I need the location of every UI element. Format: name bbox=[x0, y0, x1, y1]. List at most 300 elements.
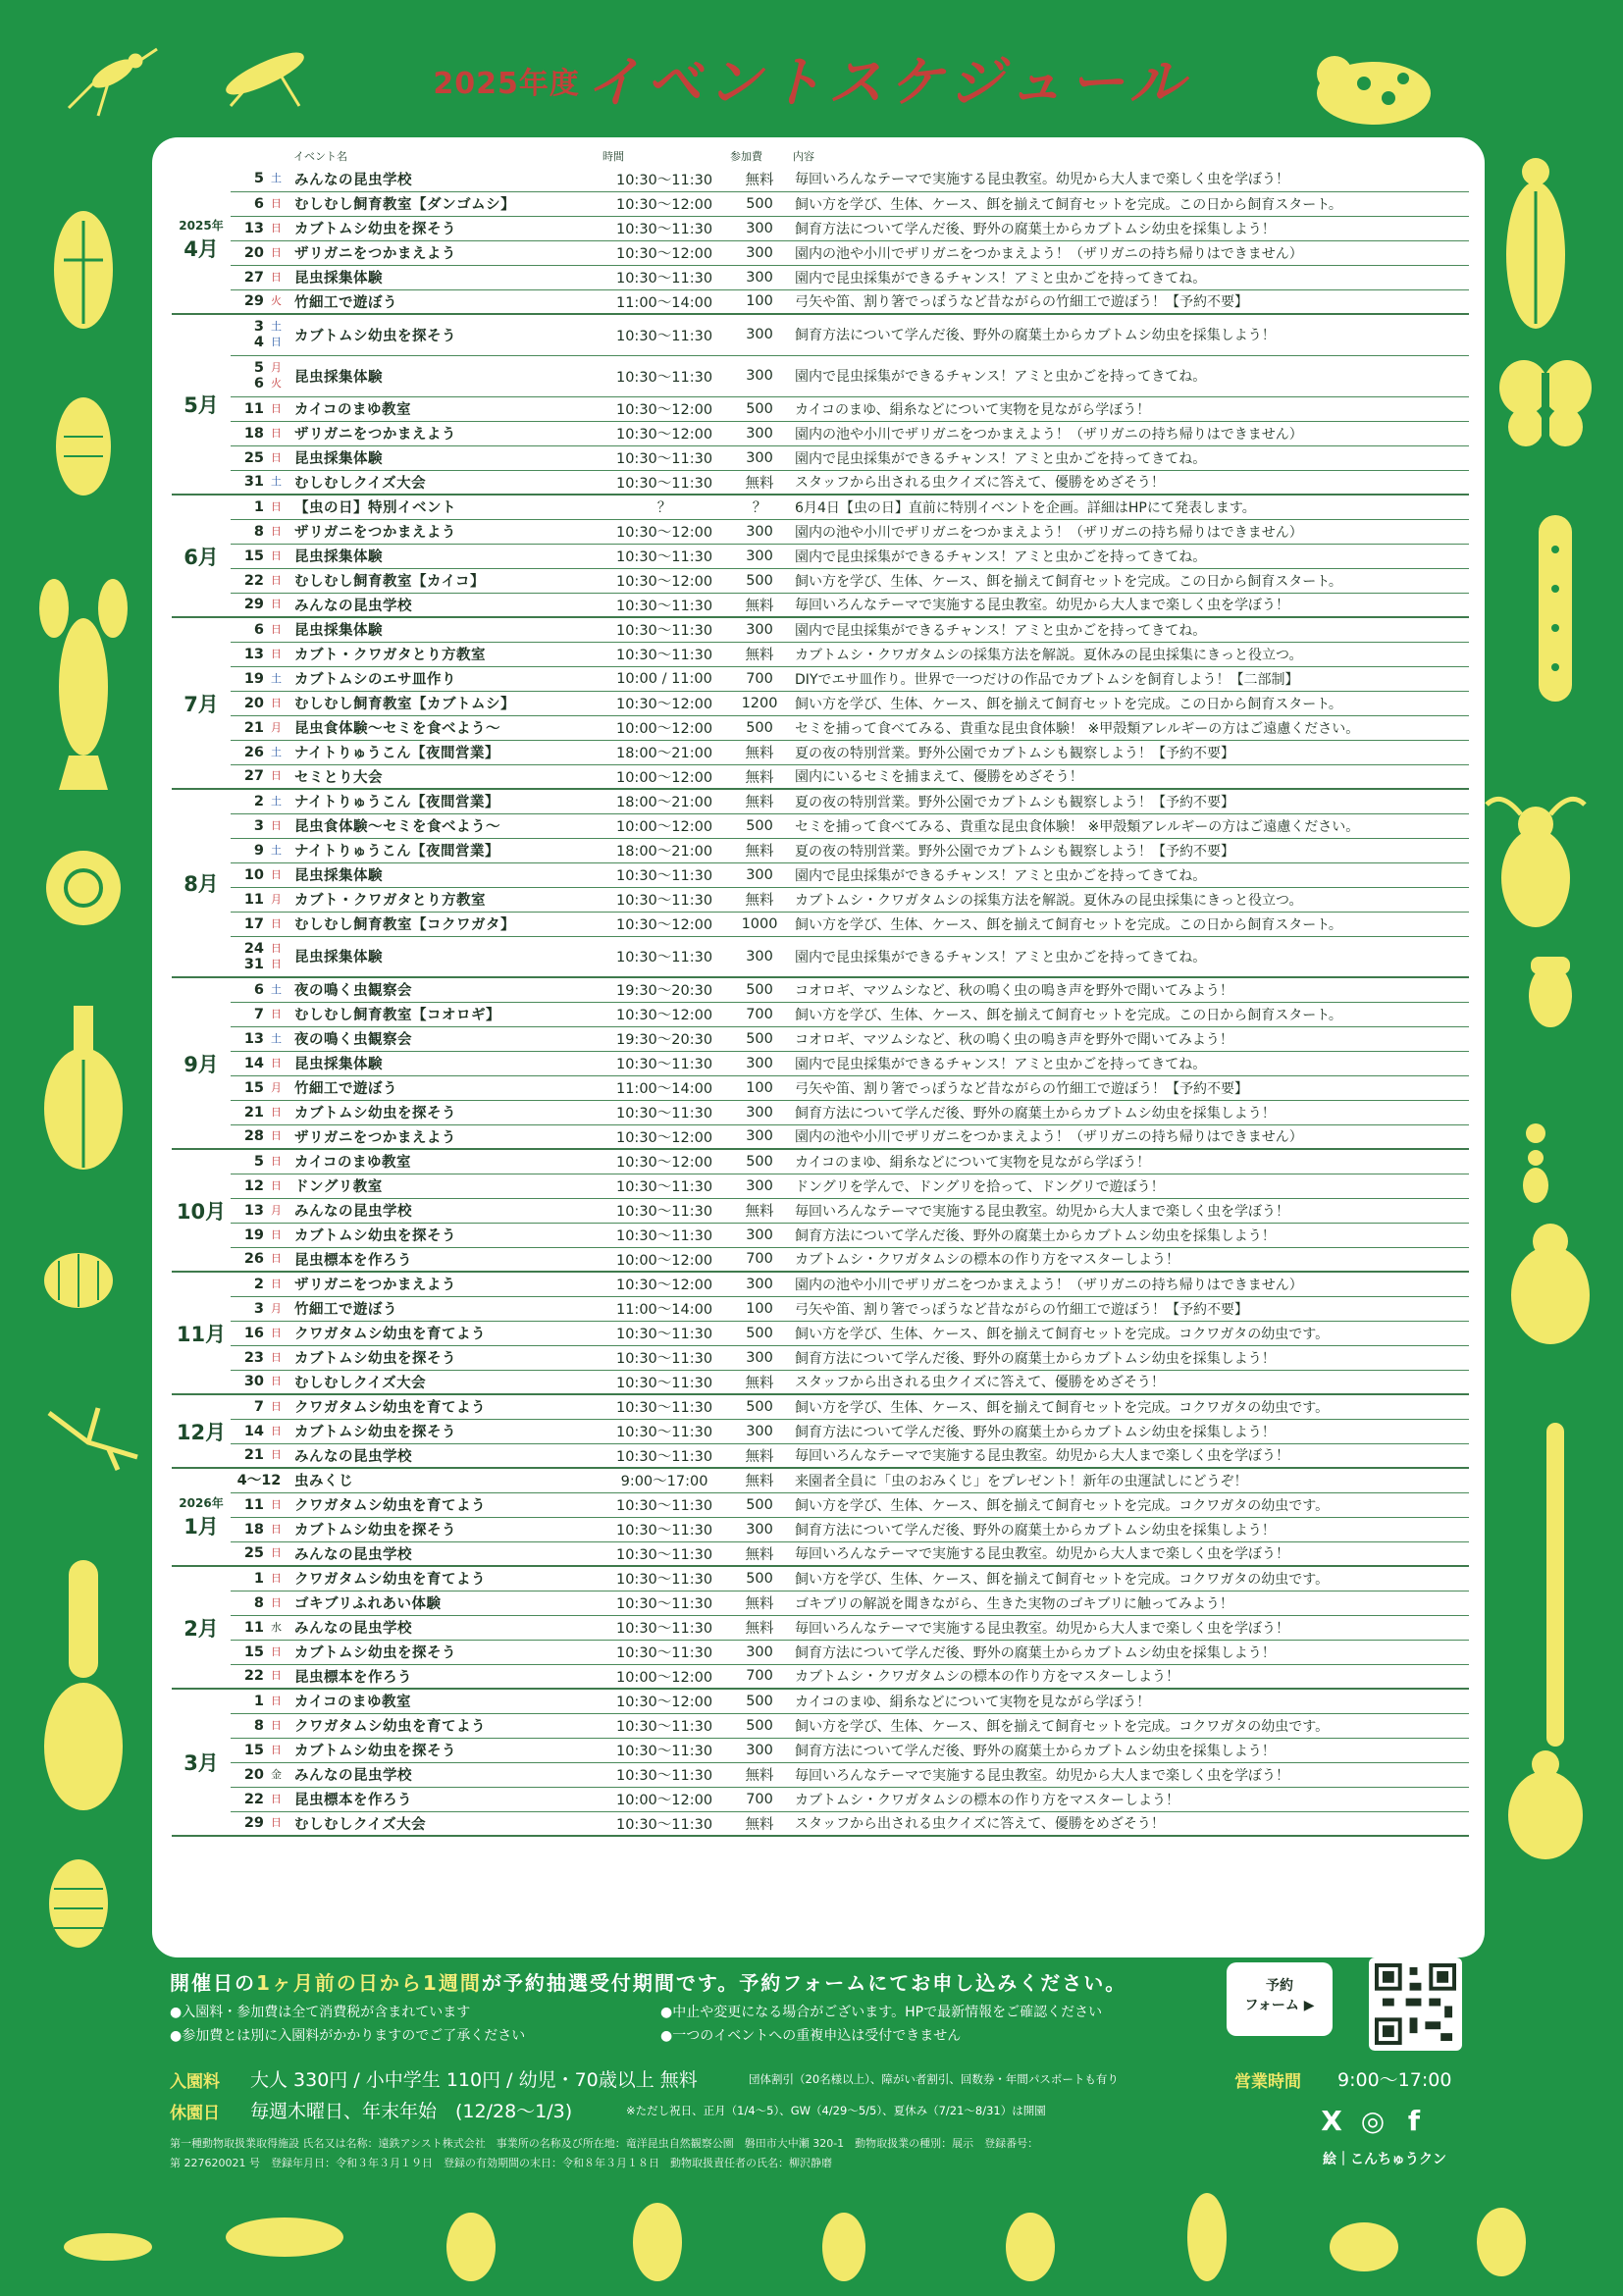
table-row bbox=[172, 1002, 1469, 1026]
event-time: 10:30〜12:00 bbox=[601, 691, 728, 715]
event-day: 7 bbox=[231, 1002, 268, 1026]
table-row bbox=[172, 838, 1469, 862]
event-description: 毎回いろんなテーマで実施する昆虫教室。幼児から大人まで楽しく虫を学ぼう！ bbox=[791, 1762, 1469, 1787]
title-main: イベントスケジュール bbox=[585, 51, 1190, 115]
x-icon[interactable]: X bbox=[1321, 2105, 1342, 2137]
admission-value: 大人 330円 / 小中学生 110円 / 幼児・70歳以上 無料 bbox=[250, 2069, 698, 2091]
table-row bbox=[172, 265, 1469, 289]
event-description: 毎回いろんなテーマで実施する昆虫教室。幼児から大人まで楽しく虫を学ぼう！ bbox=[791, 1443, 1469, 1468]
acorn-icon bbox=[1521, 942, 1580, 1030]
event-name: みんなの昆虫学校 bbox=[291, 1443, 601, 1468]
event-description: 毎回いろんなテーマで実施する昆虫教室。幼児から大人まで楽しく虫を学ぼう！ bbox=[791, 1615, 1469, 1640]
event-description: 飼育方法について学んだ後、野外の腐葉土からカブトムシ幼虫を採集しよう！ bbox=[791, 1640, 1469, 1664]
event-name: カブトムシ幼虫を探そう bbox=[291, 1419, 601, 1443]
reservation-form-link[interactable]: 予約 フォーム ▶ bbox=[1227, 1962, 1333, 2036]
event-name: みんなの昆虫学校 bbox=[291, 593, 601, 617]
event-time: 10:30〜11:30 bbox=[601, 470, 728, 495]
event-weekday: 月 bbox=[268, 715, 291, 740]
table-row bbox=[172, 593, 1469, 617]
event-fee: 500 bbox=[728, 1026, 791, 1051]
event-day: 23 bbox=[231, 1345, 268, 1370]
event-time: 10:30〜11:30 bbox=[601, 1811, 728, 1836]
event-description: 飼い方を学び、生体、ケース、餌を揃えて飼育セットを完成。この日から飼育スタート。 bbox=[791, 1002, 1469, 1026]
table-row bbox=[172, 1419, 1469, 1443]
event-weekday: 日 bbox=[268, 1223, 291, 1247]
event-time: 10:30〜11:30 bbox=[601, 1762, 728, 1787]
event-fee: 無料 bbox=[728, 1468, 791, 1492]
event-weekday: 日 bbox=[268, 691, 291, 715]
month-label: 11月 bbox=[172, 1272, 231, 1394]
table-row bbox=[172, 1492, 1469, 1517]
event-day: 11 bbox=[231, 1615, 268, 1640]
hours-label: 営業時間 bbox=[1234, 2072, 1301, 2092]
event-day: 15 bbox=[231, 1738, 268, 1762]
event-weekday: 日 bbox=[268, 421, 291, 445]
facebook-icon[interactable]: f bbox=[1407, 2105, 1421, 2137]
event-fee: 無料 bbox=[728, 740, 791, 764]
event-name: 昆虫採集体験 bbox=[291, 617, 601, 642]
event-day: 18 bbox=[231, 1517, 268, 1541]
event-fee: 500 bbox=[728, 1394, 791, 1419]
event-day: 20 bbox=[231, 691, 268, 715]
event-fee: 1200 bbox=[728, 691, 791, 715]
event-name: ザリガニをつかまえよう bbox=[291, 421, 601, 445]
event-fee: 500 bbox=[728, 1689, 791, 1713]
event-name: 【虫の日】特別イベント bbox=[291, 495, 601, 519]
month-label: 12月 bbox=[172, 1394, 231, 1468]
event-description: 園内で昆虫採集ができるチャンス！アミと虫かごを持ってきてね。 bbox=[791, 1051, 1469, 1075]
event-description: セミを捕って食べてみる、貴重な昆虫食体験！ ※甲殻類アレルギーの方はご遠慮ください。 bbox=[791, 813, 1469, 838]
month-label: 3月 bbox=[172, 1689, 231, 1836]
event-time: 10:30〜11:30 bbox=[601, 887, 728, 912]
centipede-icon bbox=[1541, 1423, 1570, 1747]
beetle-icon bbox=[1496, 147, 1575, 343]
event-time: 10:30〜12:00 bbox=[601, 1272, 728, 1296]
table-row bbox=[172, 191, 1469, 216]
event-name: カブトムシ幼虫を探そう bbox=[291, 1738, 601, 1762]
event-day: 8 bbox=[231, 1591, 268, 1615]
event-description: カブトムシ・クワガタムシの標本の作り方をマスターしよう！ bbox=[791, 1787, 1469, 1811]
event-time: 10:00〜12:00 bbox=[601, 1247, 728, 1272]
event-day: 14 bbox=[231, 1419, 268, 1443]
event-description: 6月4日【虫の日】直前に特別イベントを企画。詳細はHPにて発表します。 bbox=[791, 495, 1469, 519]
event-weekday: 土 日 bbox=[268, 314, 291, 355]
table-row bbox=[172, 1149, 1469, 1174]
event-description: 夏の夜の特別営業。野外公園でカブトムシも観察しよう！【予約不要】 bbox=[791, 838, 1469, 862]
event-day: 29 bbox=[231, 593, 268, 617]
event-day: 13 bbox=[231, 216, 268, 240]
event-weekday: 土 bbox=[268, 167, 291, 191]
event-day: 13 bbox=[231, 642, 268, 666]
event-weekday: 日 bbox=[268, 396, 291, 421]
event-description: 園内の池や小川でザリガニをつかまえよう！（ザリガニの持ち帰りはできません） bbox=[791, 1272, 1469, 1296]
stag-beetle-icon bbox=[1472, 785, 1599, 932]
event-weekday: 土 bbox=[268, 666, 291, 691]
event-fee: 無料 bbox=[728, 764, 791, 789]
event-weekday: 日 bbox=[268, 544, 291, 568]
event-time: 10:30〜12:00 bbox=[601, 421, 728, 445]
table-row bbox=[172, 421, 1469, 445]
event-name: クワガタムシ幼虫を育てよう bbox=[291, 1321, 601, 1345]
event-day: 17 bbox=[231, 912, 268, 936]
event-time: 10:30〜12:00 bbox=[601, 1689, 728, 1713]
event-description: 飼い方を学び、生体、ケース、餌を揃えて飼育セットを完成。コクワガタの幼虫です。 bbox=[791, 1566, 1469, 1591]
event-day: 9 bbox=[231, 838, 268, 862]
event-day: 24 31 bbox=[231, 936, 268, 977]
event-day: 29 bbox=[231, 289, 268, 314]
event-day: 31 bbox=[231, 470, 268, 495]
event-fee: 1000 bbox=[728, 912, 791, 936]
event-time: 10:30〜11:30 bbox=[601, 1615, 728, 1640]
event-weekday: 日 日 bbox=[268, 936, 291, 977]
event-name: 虫みくじ bbox=[291, 1468, 601, 1492]
event-day: 15 bbox=[231, 544, 268, 568]
event-time: 11:00〜14:00 bbox=[601, 1296, 728, 1321]
event-time: 10:30〜11:30 bbox=[601, 1492, 728, 1517]
event-name: 昆虫採集体験 bbox=[291, 1051, 601, 1075]
event-time: 10:30〜11:30 bbox=[601, 1517, 728, 1541]
event-time: 10:30〜11:30 bbox=[601, 1174, 728, 1198]
event-description: コオロギ、マツムシなど、秋の鳴く虫の鳴き声を野外で聞いてみよう！ bbox=[791, 1026, 1469, 1051]
event-day: 18 bbox=[231, 421, 268, 445]
event-description: 来園者全員に「虫のおみくじ」をプレゼント！新年の虫運試しにどうぞ！ bbox=[791, 1468, 1469, 1492]
event-name: 夜の鳴く虫観察会 bbox=[291, 977, 601, 1002]
event-fee: 無料 bbox=[728, 789, 791, 813]
event-name: みんなの昆虫学校 bbox=[291, 1762, 601, 1787]
event-weekday: 日 bbox=[268, 1149, 291, 1174]
event-day: 19 bbox=[231, 666, 268, 691]
event-name: むしむしクイズ大会 bbox=[291, 470, 601, 495]
event-time: 10:30〜11:30 bbox=[601, 862, 728, 887]
event-fee: 300 bbox=[728, 216, 791, 240]
event-day: 13 bbox=[231, 1026, 268, 1051]
hours-value: 9:00〜17:00 bbox=[1337, 2069, 1452, 2091]
event-name: むしむしクイズ大会 bbox=[291, 1811, 601, 1836]
event-fee: 無料 bbox=[728, 1541, 791, 1566]
event-description: 飼育方法について学んだ後、野外の腐葉土からカブトムシ幼虫を採集しよう！ bbox=[791, 1419, 1469, 1443]
note-item: ●一つのイベントへの重複申込は受付できません bbox=[660, 2028, 962, 2044]
event-fee: 300 bbox=[728, 1223, 791, 1247]
event-name: カブト・クワガタとり方教室 bbox=[291, 642, 601, 666]
event-weekday: 日 bbox=[268, 1345, 291, 1370]
event-weekday: 日 bbox=[268, 191, 291, 216]
event-weekday: 日 bbox=[268, 1370, 291, 1394]
event-day: 3 bbox=[231, 1296, 268, 1321]
reservation-notice: 開催日の1ヶ月前の日から1週間が予約抽選受付期間です。予約フォームにてお申し込みください。 bbox=[170, 1971, 1127, 1995]
event-weekday: 日 bbox=[268, 445, 291, 470]
event-weekday: 日 bbox=[268, 1566, 291, 1591]
event-description: 飼育方法について学んだ後、野外の腐葉土からカブトムシ幼虫を採集しよう！ bbox=[791, 1517, 1469, 1541]
event-day: 20 bbox=[231, 240, 268, 265]
event-description: 園内で昆虫採集ができるチャンス！アミと虫かごを持ってきてね。 bbox=[791, 544, 1469, 568]
event-name: クワガタムシ幼虫を育てよう bbox=[291, 1492, 601, 1517]
event-time: 18:00〜21:00 bbox=[601, 838, 728, 862]
event-weekday: 土 bbox=[268, 977, 291, 1002]
event-description: ドングリを学んで、ドングリを拾って、ドングリで遊ぼう！ bbox=[791, 1174, 1469, 1198]
crayfish-icon bbox=[29, 569, 137, 795]
event-fee: 700 bbox=[728, 1787, 791, 1811]
table-row bbox=[172, 1075, 1469, 1100]
event-weekday: 日 bbox=[268, 1517, 291, 1541]
event-day: 5 6 bbox=[231, 355, 268, 396]
event-time: 10:30〜11:30 bbox=[601, 445, 728, 470]
event-description: カイコのまゆ、絹糸などについて実物を見ながら学ぼう！ bbox=[791, 396, 1469, 421]
event-time: 10:30〜11:30 bbox=[601, 216, 728, 240]
event-time: 10:30〜12:00 bbox=[601, 191, 728, 216]
table-row bbox=[172, 1051, 1469, 1075]
event-fee: 500 bbox=[728, 813, 791, 838]
table-row bbox=[172, 740, 1469, 764]
event-name: カイコのまゆ教室 bbox=[291, 1149, 601, 1174]
event-name: カブトムシ幼虫を探そう bbox=[291, 1640, 601, 1664]
table-row bbox=[172, 1541, 1469, 1566]
event-name: ザリガニをつかまえよう bbox=[291, 240, 601, 265]
event-name: 昆虫食体験〜セミを食べよう〜 bbox=[291, 813, 601, 838]
table-row bbox=[172, 1468, 1469, 1492]
qr-code-icon[interactable] bbox=[1369, 1957, 1462, 2051]
event-time: 18:00〜21:00 bbox=[601, 789, 728, 813]
event-day: 27 bbox=[231, 764, 268, 789]
event-name: クワガタムシ幼虫を育てよう bbox=[291, 1394, 601, 1419]
event-name: カブト・クワガタとり方教室 bbox=[291, 887, 601, 912]
event-day: 26 bbox=[231, 740, 268, 764]
table-row bbox=[172, 1272, 1469, 1296]
event-description: カブトムシ・クワガタムシの標本の作り方をマスターしよう！ bbox=[791, 1664, 1469, 1689]
event-time: 10:30〜12:00 bbox=[601, 912, 728, 936]
event-weekday: 日 bbox=[268, 1689, 291, 1713]
event-day: 30 bbox=[231, 1370, 268, 1394]
event-fee: 300 bbox=[728, 519, 791, 544]
event-name: むしむし飼育教室【ダンゴムシ】 bbox=[291, 191, 601, 216]
event-description: 毎回いろんなテーマで実施する昆虫教室。幼児から大人まで楽しく虫を学ぼう！ bbox=[791, 593, 1469, 617]
event-day: 11 bbox=[231, 396, 268, 421]
cocoon-icon bbox=[49, 392, 118, 500]
event-time: 10:30〜11:30 bbox=[601, 1566, 728, 1591]
event-weekday: 土 bbox=[268, 789, 291, 813]
event-description: スタッフから出される虫クイズに答えて、優勝をめざそう！ bbox=[791, 1811, 1469, 1836]
event-fee: 無料 bbox=[728, 470, 791, 495]
event-description: スタッフから出される虫クイズに答えて、優勝をめざそう！ bbox=[791, 1370, 1469, 1394]
event-fee: ？ bbox=[728, 495, 791, 519]
event-weekday: 月 火 bbox=[268, 355, 291, 396]
event-weekday: 日 bbox=[268, 1443, 291, 1468]
table-row bbox=[172, 1811, 1469, 1836]
event-day: 12 bbox=[231, 1174, 268, 1198]
event-name: ナイトりゅうこん【夜間営業】 bbox=[291, 789, 601, 813]
table-row bbox=[172, 1124, 1469, 1149]
event-description: 夏の夜の特別営業。野外公園でカブトムシも観察しよう！【予約不要】 bbox=[791, 740, 1469, 764]
event-day: 29 bbox=[231, 1811, 268, 1836]
month-label: 9月 bbox=[172, 977, 231, 1149]
event-name: 昆虫標本を作ろう bbox=[291, 1664, 601, 1689]
event-weekday: 日 bbox=[268, 265, 291, 289]
event-weekday: 日 bbox=[268, 1247, 291, 1272]
event-fee: 300 bbox=[728, 240, 791, 265]
event-description: 飼い方を学び、生体、ケース、餌を揃えて飼育セットを完成。この日から飼育スタート。 bbox=[791, 191, 1469, 216]
header-fee: 参加費 bbox=[730, 150, 763, 163]
event-day: 7 bbox=[231, 1394, 268, 1419]
event-time: 19:30〜20:30 bbox=[601, 977, 728, 1002]
event-fee: 無料 bbox=[728, 593, 791, 617]
schedule-body bbox=[172, 167, 1469, 1836]
header-name: イベント名 bbox=[293, 150, 348, 163]
event-weekday: 水 bbox=[268, 1615, 291, 1640]
event-name: 竹細工で遊ぼう bbox=[291, 1075, 601, 1100]
event-fee: 500 bbox=[728, 1566, 791, 1591]
event-description: カイコのまゆ、絹糸などについて実物を見ながら学ぼう！ bbox=[791, 1149, 1469, 1174]
event-description: 飼い方を学び、生体、ケース、餌を揃えて飼育セットを完成。コクワガタの幼虫です。 bbox=[791, 1394, 1469, 1419]
event-time: 10:30〜11:30 bbox=[601, 1051, 728, 1075]
event-description: 飼い方を学び、生体、ケース、餌を揃えて飼育セットを完成。コクワガタの幼虫です。 bbox=[791, 1713, 1469, 1738]
table-row bbox=[172, 1370, 1469, 1394]
table-row bbox=[172, 396, 1469, 421]
event-name: 竹細工で遊ぼう bbox=[291, 1296, 601, 1321]
event-fee: 300 bbox=[728, 265, 791, 289]
event-weekday: 月 bbox=[268, 1198, 291, 1223]
event-name: カブトムシ幼虫を探そう bbox=[291, 1345, 601, 1370]
event-time: 10:30〜11:30 bbox=[601, 1443, 728, 1468]
event-name: みんなの昆虫学校 bbox=[291, 1541, 601, 1566]
event-time: 10:00 / 11:00 bbox=[601, 666, 728, 691]
event-description: 園内の池や小川でザリガニをつかまえよう！（ザリガニの持ち帰りはできません） bbox=[791, 519, 1469, 544]
event-fee: 300 bbox=[728, 445, 791, 470]
closed-label: 休園日 bbox=[170, 2104, 220, 2123]
event-name: 昆虫標本を作ろう bbox=[291, 1787, 601, 1811]
instagram-icon[interactable]: ◎ bbox=[1360, 2105, 1386, 2137]
table-row bbox=[172, 1247, 1469, 1272]
event-description: 飼育方法について学んだ後、野外の腐葉土からカブトムシ幼虫を採集しよう！ bbox=[791, 1738, 1469, 1762]
event-time: 10:30〜11:30 bbox=[601, 167, 728, 191]
event-fee: 700 bbox=[728, 666, 791, 691]
table-row bbox=[172, 289, 1469, 314]
event-time: 19:30〜20:30 bbox=[601, 1026, 728, 1051]
event-name: カブトムシ幼虫を探そう bbox=[291, 216, 601, 240]
event-day: 11 bbox=[231, 887, 268, 912]
event-weekday: 日 bbox=[268, 1787, 291, 1811]
event-description: カブトムシ・クワガタムシの標本の作り方をマスターしよう！ bbox=[791, 1247, 1469, 1272]
event-name: カイコのまゆ教室 bbox=[291, 396, 601, 421]
event-day: 1 bbox=[231, 1566, 268, 1591]
event-day: 15 bbox=[231, 1075, 268, 1100]
event-name: ナイトりゅうこん【夜間営業】 bbox=[291, 838, 601, 862]
table-row bbox=[172, 1321, 1469, 1345]
event-weekday: 火 bbox=[268, 289, 291, 314]
event-description: 飼育方法について学んだ後、野外の腐葉土からカブトムシ幼虫を採集しよう！ bbox=[791, 1100, 1469, 1124]
event-time: 10:30〜11:30 bbox=[601, 1370, 728, 1394]
pill-bug-icon bbox=[39, 1246, 118, 1315]
event-description: 園内で昆虫採集ができるチャンス！アミと虫かごを持ってきてね。 bbox=[791, 355, 1469, 396]
table-row bbox=[172, 445, 1469, 470]
month-label: 2026年 1月 bbox=[172, 1468, 231, 1566]
event-day: 8 bbox=[231, 519, 268, 544]
table-row bbox=[172, 1026, 1469, 1051]
event-day: 22 bbox=[231, 1664, 268, 1689]
event-day: 15 bbox=[231, 1640, 268, 1664]
event-day: 6 bbox=[231, 617, 268, 642]
event-name: カブトムシ幼虫を探そう bbox=[291, 1223, 601, 1247]
event-description: DIYでエサ皿作り。世界で一つだけの作品でカブトムシを飼育しよう！【二部制】 bbox=[791, 666, 1469, 691]
event-fee: 500 bbox=[728, 396, 791, 421]
table-row bbox=[172, 1713, 1469, 1738]
event-day: 3 bbox=[231, 813, 268, 838]
table-row bbox=[172, 167, 1469, 191]
event-name: みんなの昆虫学校 bbox=[291, 1615, 601, 1640]
event-time: 11:00〜14:00 bbox=[601, 1075, 728, 1100]
table-row bbox=[172, 216, 1469, 240]
pupa-icon bbox=[39, 1854, 118, 1953]
event-name: 昆虫採集体験 bbox=[291, 355, 601, 396]
event-fee: 300 bbox=[728, 1124, 791, 1149]
table-row bbox=[172, 1566, 1469, 1591]
event-name: クワガタムシ幼虫を育てよう bbox=[291, 1566, 601, 1591]
event-weekday: 日 bbox=[268, 519, 291, 544]
event-time: 10:30〜12:00 bbox=[601, 396, 728, 421]
event-fee: 300 bbox=[728, 1100, 791, 1124]
event-time: 10:30〜11:30 bbox=[601, 1394, 728, 1419]
event-time: 10:30〜11:30 bbox=[601, 1345, 728, 1370]
event-description: 飼育方法について学んだ後、野外の腐葉土からカブトムシ幼虫を採集しよう！ bbox=[791, 216, 1469, 240]
event-fee: 300 bbox=[728, 1272, 791, 1296]
table-row bbox=[172, 544, 1469, 568]
fly-icon bbox=[1496, 1217, 1604, 1354]
legal-text: 第一種動物取扱業取得施設 氏名又は名称：遠鉄アシスト株式会社 事業所の名称及び所在地：竜洋昆虫自然観察公園 磐田市大中瀬 320-1 動物取扱業の種別：展示 登録番号： 第 227620021 号 登録年月日：令和３年３月１９日 登録の有効期間の末日：令和８年３月１８日 動物取扱責任者の氏名：柳沢静磨 bbox=[170, 2137, 1039, 2169]
event-weekday: 土 bbox=[268, 838, 291, 862]
table-row bbox=[172, 1615, 1469, 1640]
month-label: 10月 bbox=[172, 1149, 231, 1272]
event-fee: 300 bbox=[728, 1051, 791, 1075]
table-row bbox=[172, 1100, 1469, 1124]
event-fee: 無料 bbox=[728, 1615, 791, 1640]
event-fee: 700 bbox=[728, 1002, 791, 1026]
event-fee: 100 bbox=[728, 289, 791, 314]
event-weekday: 土 bbox=[268, 470, 291, 495]
table-row bbox=[172, 1223, 1469, 1247]
event-weekday: 日 bbox=[268, 1419, 291, 1443]
water-beetle-icon bbox=[1501, 1747, 1590, 1864]
event-weekday: 月 bbox=[268, 1296, 291, 1321]
event-description: 園内で昆虫採集ができるチャンス！アミと虫かごを持ってきてね。 bbox=[791, 265, 1469, 289]
event-name: 昆虫食体験〜セミを食べよう〜 bbox=[291, 715, 601, 740]
table-row bbox=[172, 355, 1469, 396]
table-row bbox=[172, 1296, 1469, 1321]
event-name: 昆虫標本を作ろう bbox=[291, 1247, 601, 1272]
event-day: 21 bbox=[231, 715, 268, 740]
event-time: 10:00〜12:00 bbox=[601, 764, 728, 789]
table-row bbox=[172, 691, 1469, 715]
bottom-insects-icon bbox=[59, 2188, 1570, 2286]
event-time: 10:30〜11:30 bbox=[601, 355, 728, 396]
event-weekday: 日 bbox=[268, 1051, 291, 1075]
table-row bbox=[172, 314, 1469, 355]
event-time: 10:30〜11:30 bbox=[601, 544, 728, 568]
event-description: 毎回いろんなテーマで実施する昆虫教室。幼児から大人まで楽しく虫を学ぼう！ bbox=[791, 167, 1469, 191]
table-row bbox=[172, 1591, 1469, 1615]
month-label: 2025年 4月 bbox=[172, 167, 231, 314]
table-row bbox=[172, 1517, 1469, 1541]
event-weekday: 日 bbox=[268, 862, 291, 887]
event-weekday: 日 bbox=[268, 1124, 291, 1149]
event-weekday: 日 bbox=[268, 1492, 291, 1517]
event-time: 10:00〜12:00 bbox=[601, 813, 728, 838]
schedule-panel bbox=[152, 137, 1485, 1957]
table-row bbox=[172, 977, 1469, 1002]
event-weekday: 日 bbox=[268, 1811, 291, 1836]
event-time: 10:00〜12:00 bbox=[601, 1787, 728, 1811]
closed-value: 毎週木曜日、年末年始 (12/28〜1/3) bbox=[250, 2101, 573, 2122]
table-row bbox=[172, 1689, 1469, 1713]
table-row bbox=[172, 666, 1469, 691]
table-row bbox=[172, 1664, 1469, 1689]
